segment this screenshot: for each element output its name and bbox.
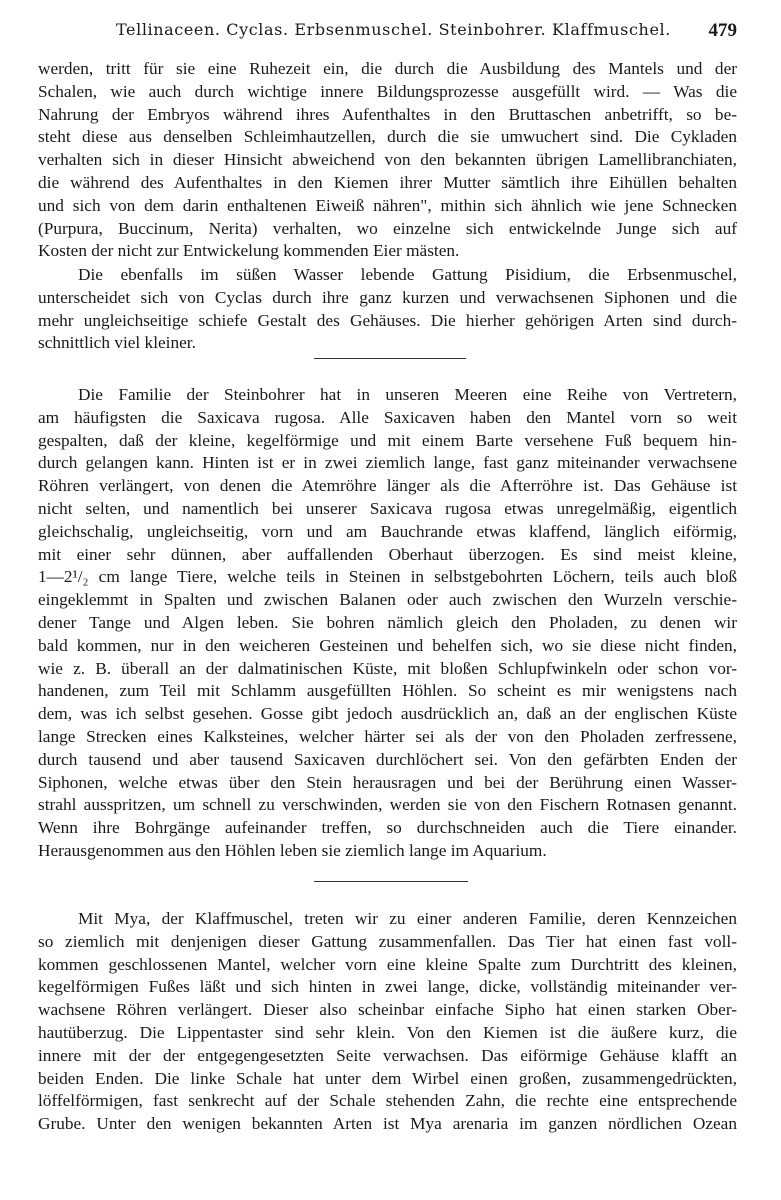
text-line: unterscheidet sich von Cyclas durch ihre ganz kurzen und verwachsenen Siphonen und die — [38, 287, 737, 307]
text-line: nicht selten, und namentlich bei unserer Saxicava rugosa etwas unregelmäßig, eigentlich — [38, 498, 737, 518]
text-line: so ziemlich mit denjenigen dieser Gattung zusammenfallen. Das Tier hat einen fast voll- — [38, 931, 737, 951]
text-line: wie z. B. überall an der dalmatinischen Küste, mit bloßen Schlupfwinkeln oder schon vor- — [38, 658, 737, 678]
text-line: Herausgenommen aus den Höhlen leben sie ziemlich lange im Aquarium. — [38, 840, 547, 860]
text-line: hautüberzug. Die Lippentaster sind sehr klein. Von den Kiemen ist die äußere kurz, die — [38, 1022, 737, 1042]
paragraph-steinbohrer — [38, 384, 737, 863]
text-line: Siphonen, welche etwas über den Stein herausragen und bei der Berührung einen Wasser- — [38, 772, 737, 792]
text-line: strahl ausspritzen, um schnell zu verschwinden, werden sie von den Fischern Rotnasen genannt. — [38, 795, 737, 815]
text-line: steht diese aus denselben Schleimhautzellen, durch die sie umwuchert sind. Die Cykladen — [38, 127, 737, 147]
text-line: eingeklemmt in Spalten und zwischen Balanen oder auch zwischen den Wurzeln verschie- — [38, 590, 737, 610]
text-line: durch tausend und aber tausend Saxicaven durchlöchert sei. Von den gefärbten Enden der — [38, 749, 737, 769]
text-line: handenen, zum Teil mit Schlamm ausgefüllten Höhlen. So scheint es mir wenigstens nach — [38, 681, 737, 701]
text-line: innere mit der der entgegengesetzten Seite verwachsen. Das eiförmige Gehäuse klafft an — [38, 1045, 737, 1065]
text-line: gespalten, daß der kleine, kegelförmige und mit einem Barte versehene Fuß bequem hin- — [38, 430, 737, 450]
page-number: 479 — [708, 20, 737, 41]
text-line: beiden Enden. Die linke Schale hat unter dem Wirbel einen großen, zusammengedrückten, — [38, 1068, 737, 1088]
text-line: mit einer sehr dünnen, aber auffallenden Oberhaut überzogen. Es sind meist kleine, — [38, 544, 737, 564]
paragraph-mya — [38, 908, 737, 1136]
text-line: 1—2¹/₂ cm lange Tiere, welche teils in Steinen in selbstgebohrten Löchern, teils auch bloß — [38, 567, 737, 587]
text-line: Grube. Unter den wenigen bekannten Arten ist Mya arenaria im ganzen nördlichen Ozean — [38, 1114, 737, 1134]
text-line: (Purpura, Buccinum, Nerita) verhalten, wo einzelne sich entwickelnde Junge sich auf — [38, 218, 737, 238]
text-line: Röhren verlängert, von denen die Atemröhre länger als die Afterröhre ist. Das Gehäuse ist — [38, 476, 737, 496]
text-line: kegelförmigen Fußes läßt und sich hinten in zwei lange, dicke, vollständig miteinander ver- — [38, 977, 737, 997]
text-line: und sich von dem darin enthaltenen Eiweiß nähren", mithin sich ähnlich wie jene Schnecken — [38, 195, 737, 215]
section-divider — [314, 881, 468, 882]
text-line: verhalten sich in dieser Hinsicht abweichend von den bekannten übrigen Lamellibranchiaten, — [38, 150, 737, 170]
text-line: durch gelangen kann. Hinten ist er in zwei ziemlich lange, fast ganz miteinander verwachsene — [38, 453, 737, 473]
text-line: mehr ungleichseitige schiefe Gestalt des Gehäuses. Die hierher gehörigen Arten sind durch- — [38, 310, 737, 330]
running-title: Tellinaceen. Cyclas. Erbsenmuschel. Steinbohrer. Klaffmuschel. — [116, 20, 671, 39]
text-line: kommen geschlossenen Mantel, welcher vorn eine kleine Spalte zum Durchtritt des kleinen, — [38, 954, 737, 974]
text-line: löffelförmigen, fast senkrecht auf der Schale stehenden Zahn, die rechte eine entsprechende — [38, 1091, 737, 1111]
paragraph-embryo-nutrition — [38, 58, 737, 263]
text-line: am häufigsten die Saxicava rugosa. Alle Saxicaven haben den Mantel vorn so weit — [38, 407, 737, 427]
text-line: Kosten der nicht zur Entwickelung kommenden Eier mästen. — [38, 241, 460, 261]
text-line: bald kommen, nur in den weicheren Gesteinen und behelfen sich, wo sie diese nicht finden, — [38, 635, 737, 655]
text-line: wachsene Röhren verlängert. Dieser also scheinbar einfache Sipho hat einen starken Ober- — [38, 1000, 737, 1020]
text-line: dener Tange und Algen leben. Sie bohren nämlich gleich den Pholaden, zu denen wir — [38, 612, 737, 632]
text-line: gleichschalig, ungleichseitig, vorn und am Bauchrande etwas klaffend, länglich eiförmig, — [38, 521, 737, 541]
text-line: lange Strecken eines Kalksteines, welcher härter sei als der von den Pholaden zerfressene, — [38, 726, 737, 746]
running-head — [38, 18, 737, 44]
text-line: werden, tritt für sie eine Ruhezeit ein, die durch die Ausbildung des Mantels und der — [38, 59, 737, 78]
text-line: dem, was ich selbst gesehen. Gosse gibt jedoch ausdrücklich an, daß an der englischen Küste — [38, 704, 737, 724]
section-divider — [314, 358, 466, 359]
paragraph-pisidium — [38, 264, 737, 355]
text-line: Wenn ihre Bohrgänge aufeinander treffen, so durchschneiden auch die Tiere einander. — [38, 818, 737, 838]
text-line: die während des Aufenthaltes in den Kiemen ihrer Mutter sämtlich ihre Eihüllen behalten — [38, 172, 737, 192]
text-line: Mit Mya, der Klaffmuschel, treten wir zu einer anderen Familie, deren Kennzeichen — [78, 909, 737, 928]
text-line: schnittlich viel kleiner. — [38, 333, 196, 353]
text-line: Nahrung der Embryos während ihres Aufenthaltes in den Bruttaschen anbetrifft, so be- — [38, 104, 737, 124]
text-line: Die Familie der Steinbohrer hat in unseren Meeren eine Reihe von Vertretern, — [78, 385, 737, 404]
text-line: Schalen, wie auch durch wichtige innere Bildungsprozesse ausgefüllt wird. — Was die — [38, 81, 737, 101]
text-line: Die ebenfalls im süßen Wasser lebende Gattung Pisidium, die Erbsenmuschel, — [78, 265, 737, 284]
